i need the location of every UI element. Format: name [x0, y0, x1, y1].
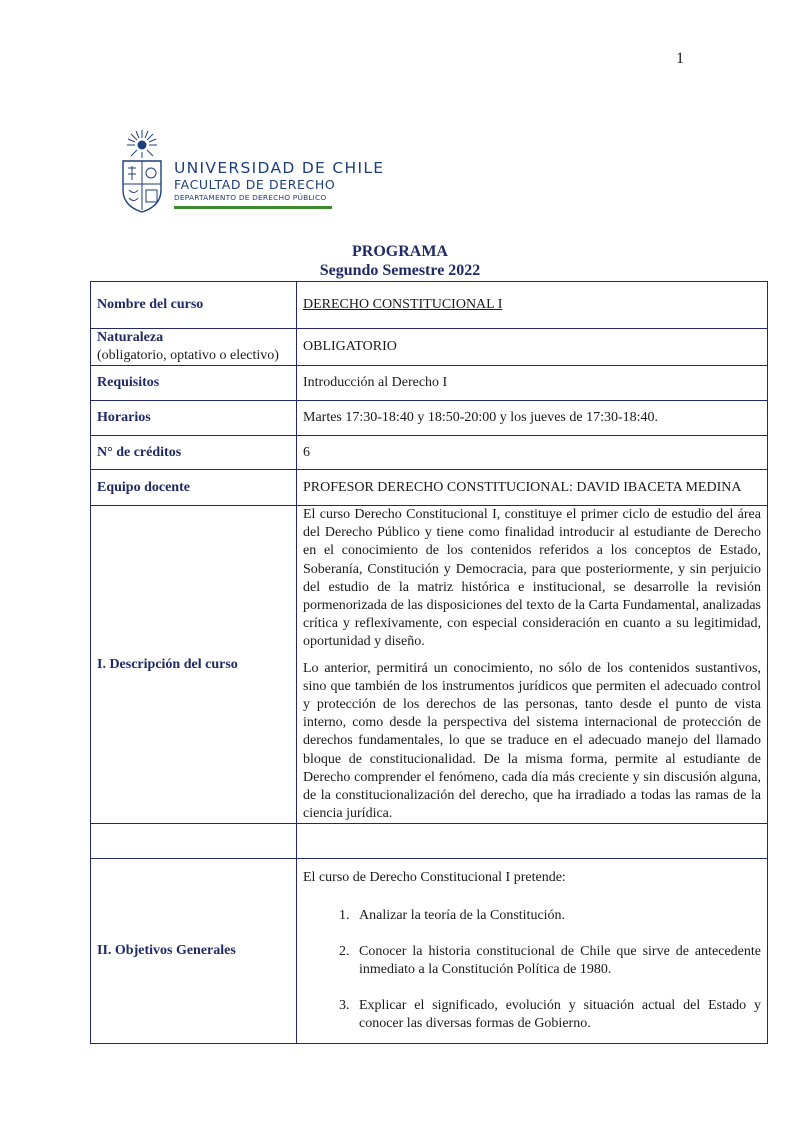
list-item: 1. Analizar la teoría de la Constitución.: [353, 907, 761, 925]
course-table: [90, 281, 768, 1044]
course-name: DERECHO CONSTITUCIONAL I: [303, 297, 503, 312]
course-schedule: Martes 17:30-18:40 y 18:50-20:00 y los jueves de 17:30-18:40.: [297, 401, 768, 436]
table-row: [91, 436, 768, 470]
row-label: I. Descripción del curso: [91, 506, 297, 824]
table-row: [91, 470, 768, 506]
row-label: Requisitos: [91, 366, 297, 401]
document-subtitle: Segundo Semestre 2022: [319, 262, 481, 279]
objectives-list: [303, 907, 761, 1033]
table-row: [91, 506, 768, 824]
faculty-name: FACULTAD DE DERECHO: [174, 177, 336, 192]
page-number: 1: [676, 50, 684, 67]
row-label: Equipo docente: [91, 470, 297, 506]
course-credits: 6: [297, 436, 768, 470]
description-paragraph: Lo anterior, permitirá un conocimiento, no sólo de los contenidos sustantivos, sino que también de los instrumentos jurídicos que permiten el adecuado control y protección de los derechos de las personas, tanto desde el punto de vista interno, como desde la perspectiva del sistema internacional de protección de derechos fundamentales, lo que se traduce en el adecuado manejo del llamado bloque de constitucionalidad. De la misma forma, permite al estudiante de Derecho comprender el fenómeno, cada día más creciente y sin discusión alguna, de la constitucionalización del derecho, que ha irradiado a todas las ramas de la ciencia jurídica.: [303, 660, 761, 822]
row-label: N° de créditos: [91, 436, 297, 470]
document-title: PROGRAMA: [352, 243, 448, 260]
description-paragraph: El curso Derecho Constitucional I, constituye el primer ciclo de estudio del área del Derecho Público y tiene como finalidad introducir al estudiante de Derecho en el conocimiento de los contenidos referidos a los conceptos de Estado, Soberanía, Constitución y Democracia, para que posteriormente, y sin perjuicio del estudio de la matriz histórica e institucional, se desarrolle la revisión pormenorizada de las disposiciones del texto de la Carta Fundamental, analizadas crítica y reflexivamente, con especial consideración en cuanto a su legitimidad, oportunidad y diseño.: [303, 507, 761, 650]
table-row: [91, 824, 768, 859]
university-seal-icon: [118, 128, 166, 214]
teaching-team: PROFESOR DERECHO CONSTITUCIONAL: DAVID IBACETA MEDINA: [297, 470, 768, 506]
row-sublabel: (obligatorio, optativo o electivo): [97, 348, 279, 363]
row-label: Naturaleza: [97, 330, 164, 345]
row-label: Horarios: [91, 401, 297, 436]
row-label: Nombre del curso: [91, 282, 297, 329]
course-nature: OBLIGATORIO: [297, 329, 768, 366]
university-name: UNIVERSIDAD DE CHILE: [174, 159, 385, 177]
table-row: [91, 282, 768, 329]
list-item: 3. Explicar el significado, evolución y situación actual del Estado y conocer las diversas formas de Gobierno.: [353, 997, 761, 1033]
objectives-intro: El curso de Derecho Constitucional I pretende:: [303, 870, 566, 886]
row-label: II. Objetivos Generales: [91, 859, 297, 1044]
brand-divider: [174, 206, 332, 209]
list-item: 2. Conocer la historia constitucional de Chile que sirve de antecedente inmediato a la Constitución Política de 1980.: [353, 943, 761, 979]
course-requirements: Introducción al Derecho I: [297, 366, 768, 401]
table-row: [91, 401, 768, 436]
table-row: [91, 859, 768, 1044]
table-row: [91, 329, 768, 366]
university-logo: [118, 128, 385, 214]
department-name: DEPARTAMENTO DE DERECHO PÚBLICO: [174, 193, 327, 202]
table-row: [91, 366, 768, 401]
